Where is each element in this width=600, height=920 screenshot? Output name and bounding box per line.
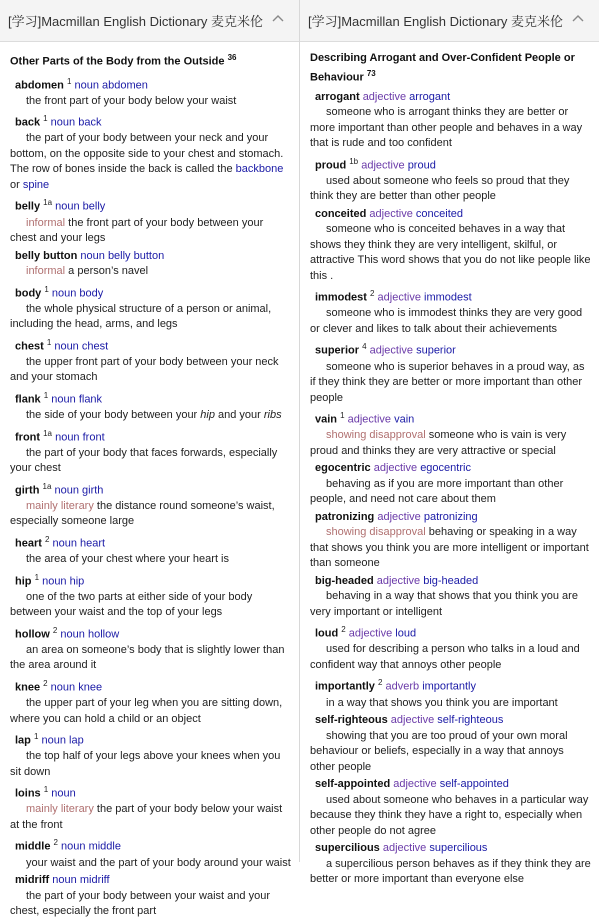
sense-number: 1 — [43, 114, 48, 124]
headword: back — [15, 116, 41, 129]
headword-line — [10, 729, 291, 749]
dictionary-header[interactable] — [300, 0, 599, 42]
definition — [10, 94, 291, 110]
entry-link[interactable]: middle — [88, 841, 121, 853]
part-of-speech: noun — [55, 431, 80, 444]
part-of-speech: adjective — [376, 574, 421, 587]
definition — [310, 477, 591, 508]
definition — [310, 306, 591, 337]
section-title: Describing Arrogant and Over-Confident People or Behaviour $^{73}$ — [310, 52, 575, 84]
definition-text: someone who is conceited behaves in a way that shows they think they are very intelligent, skilful, or attractive This word shows that you do not like people like this . — [310, 223, 591, 282]
entry-link[interactable]: back — [78, 116, 102, 129]
headword: front — [15, 431, 41, 444]
definition — [10, 696, 291, 727]
headword-line — [310, 777, 591, 793]
headword-line — [10, 479, 291, 499]
headword: hollow — [15, 628, 50, 641]
part-of-speech: adjective — [373, 462, 418, 475]
entry — [10, 249, 291, 280]
entry — [310, 574, 591, 621]
headword-line — [10, 335, 291, 355]
definition-text: the upper front part of your body between your neck and your stomach — [10, 355, 279, 384]
definition — [310, 696, 591, 712]
part-of-speech: noun — [42, 575, 67, 588]
sense-number: 1 — [34, 572, 40, 582]
definition — [10, 131, 291, 193]
definition-text: your waist and the part of your body around your waist — [26, 856, 291, 869]
entry — [310, 841, 591, 888]
headword-line — [310, 408, 591, 428]
entry — [310, 154, 591, 205]
entry-link[interactable]: belly — [82, 201, 106, 214]
headword-line — [310, 154, 591, 174]
entry-link[interactable]: flank — [78, 393, 103, 406]
part-of-speech: adjective — [369, 345, 414, 358]
definition — [10, 302, 291, 333]
headword: heart — [15, 537, 42, 550]
sense-number: 1 — [43, 390, 49, 400]
headword: chest — [15, 340, 44, 353]
headword-line — [310, 286, 591, 306]
headword: body — [15, 287, 42, 300]
headword: superior — [315, 345, 360, 358]
entry — [310, 777, 591, 839]
sense-number: 1a — [43, 428, 53, 438]
sense-number: 2 — [43, 678, 48, 688]
part-of-speech: noun — [74, 79, 99, 92]
part-of-speech: noun — [51, 393, 76, 406]
part-of-speech: noun — [80, 249, 105, 262]
entry-link[interactable]: egocentric — [420, 462, 471, 475]
entry — [10, 335, 291, 386]
part-of-speech: adverb — [385, 681, 420, 694]
entry — [10, 729, 291, 780]
register-label: showing disapproval — [326, 526, 426, 539]
definition — [10, 264, 291, 280]
definition — [310, 105, 591, 152]
headword: hip — [15, 575, 32, 588]
sense-number: 2 — [341, 625, 346, 635]
chevron-up-icon[interactable] — [571, 12, 585, 26]
entry-link[interactable]: belly button — [107, 249, 165, 262]
headword-line — [10, 782, 291, 802]
definition — [10, 802, 291, 833]
definition — [310, 174, 591, 205]
definition — [310, 360, 591, 407]
definition — [310, 428, 591, 459]
definition-text: used for describing a person who talks in a loud and confident way that annoys other people — [310, 643, 580, 671]
entry — [10, 74, 291, 110]
left-pane — [0, 0, 300, 917]
headword-line — [310, 675, 591, 695]
entry-link[interactable]: heart — [80, 537, 106, 550]
sense-number: 4 — [362, 342, 367, 352]
part-of-speech: noun — [50, 681, 76, 694]
entry — [310, 510, 591, 572]
headword-line — [10, 623, 291, 643]
definition-text: the part of your body between your neck and your bottom, on the opposite side to your chest and stomach. The row of bones inside the back is called the — [10, 132, 284, 176]
headword: belly — [15, 201, 41, 214]
headword: flank — [15, 393, 41, 406]
entry — [310, 622, 591, 673]
part-of-speech: adjective — [362, 90, 407, 103]
entry-link[interactable]: arrogant — [409, 90, 451, 103]
entry — [10, 111, 291, 193]
dictionary-title: [学习]Macmillan English Dictionary 麦克米伦 — [308, 14, 564, 29]
definition-text: the part of your body between your waist and your chest, especially the front part — [10, 889, 270, 917]
definition — [10, 355, 291, 386]
entry-link[interactable]: self-righteous — [437, 714, 504, 727]
definition-text: someone who is vain is very proud and thinks they are very attractive or special — [310, 429, 567, 457]
definition-text: showing that you are too proud of your own moral behaviour or beliefs, especially in a way that annoys other people — [310, 729, 568, 773]
headword-line — [310, 461, 591, 477]
register-label: informal — [26, 265, 66, 278]
definition-text: in a way that shows you think you are important — [326, 696, 558, 709]
register-label: mainly literary — [26, 803, 94, 816]
entry — [310, 286, 591, 337]
part-of-speech: noun — [61, 841, 86, 853]
headword-line — [10, 835, 291, 855]
definition — [310, 642, 591, 673]
headword: belly button — [15, 249, 78, 262]
headword-line — [10, 873, 291, 889]
headword-line — [310, 713, 591, 729]
part-of-speech: noun — [50, 116, 76, 129]
right-pane — [300, 0, 599, 886]
part-of-speech: noun — [54, 340, 79, 353]
part-of-speech: adjective — [393, 778, 437, 791]
headword-line — [10, 388, 291, 408]
sense-number: 1a — [42, 481, 52, 491]
dictionary-header[interactable] — [0, 0, 299, 42]
definition — [10, 552, 291, 568]
sense-number: 1b — [349, 156, 359, 166]
headword: supercilious — [315, 842, 380, 855]
part-of-speech: adjective — [347, 413, 392, 426]
part-of-speech: noun — [51, 787, 76, 800]
entry-link[interactable]: immodest — [424, 291, 472, 304]
entry — [310, 90, 591, 152]
definition-text: the upper part of your leg when you are sitting down, where you can hold a child or an object — [10, 697, 283, 725]
sense-number: 1 — [66, 76, 72, 86]
headword: loud — [315, 627, 339, 640]
headword: immodest — [315, 291, 367, 304]
definition-text: or — [10, 178, 23, 191]
definition-text: an area on someone’s body that is slightly lower than the area around it — [10, 643, 285, 672]
definition — [10, 590, 291, 621]
headword-line — [310, 207, 591, 223]
headword-line — [10, 249, 291, 265]
chevron-up-icon[interactable] — [271, 12, 285, 26]
entry-link[interactable]: midriff — [79, 874, 110, 886]
entry — [310, 408, 591, 459]
entry — [10, 835, 291, 871]
definition-text: the front part of your body between your chest and your legs — [10, 216, 264, 245]
definition — [10, 889, 291, 920]
entry — [10, 479, 291, 530]
entry — [310, 713, 591, 775]
headword-line — [10, 111, 291, 131]
definition-text: someone who is arrogant thinks they are better or more important than other people and behaves in a way that is rude and too confident — [310, 106, 583, 150]
headword-line — [10, 282, 291, 302]
headword: midriff — [15, 874, 50, 886]
headword: girth — [15, 484, 40, 497]
entry-link[interactable]: hip — [69, 575, 85, 588]
sense-number: 2 — [370, 289, 375, 299]
headword: patronizing — [315, 510, 375, 523]
definition-text: the top half of your legs above your knees when you sit down — [10, 750, 281, 778]
register-label: mainly literary — [26, 499, 94, 512]
entry — [10, 388, 291, 424]
part-of-speech: noun — [51, 287, 77, 300]
headword-line — [310, 622, 591, 642]
entry — [10, 195, 291, 246]
entry-link[interactable]: proud — [407, 159, 436, 172]
definition-text: the side of your body between your — [26, 409, 201, 422]
sense-number: 2 — [52, 625, 58, 635]
headword-line — [10, 532, 291, 552]
register-label: informal — [26, 216, 66, 229]
sense-number: 1 — [43, 785, 49, 795]
sense-number: 1a — [43, 198, 53, 208]
sense-number: 1 — [44, 284, 49, 294]
entry-link[interactable]: vain — [394, 413, 415, 426]
definition-text: used about someone who behaves in a particular way because they think they have a right to, especially when other people do not agree — [310, 793, 589, 837]
entry-link[interactable]: knee — [78, 681, 103, 694]
definition — [310, 525, 591, 572]
definition-text: behaving or speaking in a way that shows you think you are more intelligent or important than someone — [310, 526, 589, 570]
headword-line — [10, 676, 291, 696]
entry-link[interactable]: big-headed — [423, 574, 479, 587]
part-of-speech: adjective — [348, 627, 393, 640]
headword-line — [310, 574, 591, 590]
sense-number: 1 — [33, 732, 39, 742]
definition — [310, 793, 591, 840]
definition — [310, 857, 591, 888]
entry-list — [300, 42, 599, 888]
headword: arrogant — [315, 90, 360, 103]
definition-text: the part of your body that faces forwards, especially your chest — [10, 446, 278, 475]
entry-link[interactable]: loud — [395, 627, 417, 640]
part-of-speech: noun — [52, 537, 77, 550]
definition-link[interactable]: spine — [22, 178, 50, 191]
part-of-speech: noun — [41, 734, 66, 747]
definition-text: a supercilious person behaves as if they think they are better or more important than everyone else — [310, 857, 591, 886]
headword: proud — [315, 159, 347, 172]
definition-text: a person’s navel — [65, 265, 149, 278]
entry-link[interactable]: conceited — [415, 207, 463, 220]
sense-number: 2 — [44, 534, 50, 544]
definition-text: the distance round someone’s waist, especially someone large — [10, 499, 275, 528]
part-of-speech: adjective — [369, 207, 413, 220]
entry-link[interactable]: patronizing — [423, 510, 478, 523]
entry — [310, 461, 591, 508]
definition — [10, 643, 291, 674]
entry-link[interactable]: abdomen — [102, 79, 148, 92]
definition-text: the area of your chest where your heart is — [26, 553, 229, 566]
headword: vain — [315, 413, 338, 426]
entry-link[interactable]: girth — [82, 484, 104, 497]
sense-number: 1 — [340, 411, 345, 421]
part-of-speech: noun — [55, 201, 80, 214]
headword-line — [310, 841, 591, 857]
entry — [10, 873, 291, 920]
definition-text: used about someone who feels so proud that they think they are better than other people — [310, 174, 570, 203]
part-of-speech: adjective — [390, 714, 435, 727]
headword: importantly — [315, 681, 375, 694]
definition-link[interactable]: backbone — [235, 163, 284, 176]
entry-link[interactable]: supercilious — [429, 842, 488, 855]
entry — [10, 282, 291, 333]
definition — [10, 408, 291, 424]
part-of-speech: noun — [52, 874, 77, 886]
definition — [10, 856, 291, 872]
headword: lap — [15, 734, 31, 747]
definition-text: one of the two parts at either side of your body between your waist and the top of your legs — [10, 590, 253, 619]
definition — [10, 216, 291, 247]
headword: conceited — [315, 207, 367, 220]
definition — [310, 589, 591, 620]
entry-link[interactable]: hollow — [87, 628, 120, 641]
headword: self-appointed — [315, 778, 391, 791]
section-title: Other Parts of the Body from the Outside $^{36}$ — [10, 53, 237, 68]
entry — [10, 426, 291, 477]
entry — [10, 532, 291, 568]
entry-link[interactable]: self-appointed — [439, 778, 509, 791]
dictionary-title: [学习]Macmillan English Dictionary 麦克米伦 — [8, 14, 264, 29]
definition-text: someone who is superior behaves in a proud way, as if they think they are better or more important than other people — [310, 360, 585, 404]
definition-text: someone who is immodest thinks they are very good or clever and likes to talk about their achievements — [310, 307, 583, 335]
part-of-speech: noun — [54, 484, 79, 497]
definition-text: behaving in a way that shows that you think you are very important or intelligent — [310, 590, 578, 618]
entry-link[interactable]: front — [82, 431, 105, 444]
entry — [310, 339, 591, 406]
headword-line — [10, 195, 291, 215]
headword: egocentric — [315, 462, 371, 475]
sense-number: 1 — [46, 337, 52, 347]
headword-line — [10, 74, 291, 94]
entry-list — [0, 42, 299, 920]
part-of-speech: adjective — [377, 510, 421, 523]
entry-link[interactable]: lap — [69, 734, 84, 747]
part-of-speech: adjective — [377, 291, 421, 304]
definition-text: the part of your body below your waist at the front — [10, 803, 283, 831]
part-of-speech: noun — [60, 628, 85, 641]
definition-text: and your — [214, 409, 264, 422]
definition — [310, 729, 591, 776]
headword-line — [310, 510, 591, 526]
headword-line — [310, 339, 591, 359]
register-label: showing disapproval — [326, 429, 426, 442]
part-of-speech: adjective — [361, 159, 405, 172]
headword: self-righteous — [315, 714, 388, 727]
entry-link[interactable]: importantly — [422, 681, 476, 694]
entry — [10, 782, 291, 833]
entry — [310, 207, 591, 285]
definition-italic: hip — [200, 409, 215, 422]
definition-text: the whole physical structure of a person or animal, including the head, arms, and legs — [10, 302, 272, 331]
headword: knee — [15, 681, 41, 694]
part-of-speech: adjective — [382, 842, 427, 855]
definition — [310, 222, 591, 284]
entry — [310, 675, 591, 711]
entry-link[interactable]: chest — [81, 340, 109, 353]
headword-line — [10, 570, 291, 590]
definition — [10, 446, 291, 477]
definition-text: the front part of your body below your waist — [26, 94, 237, 107]
entry-link[interactable]: body — [79, 287, 104, 300]
headword: big-headed — [315, 574, 374, 587]
definition — [10, 499, 291, 530]
entry — [10, 570, 291, 621]
definition — [10, 749, 291, 780]
headword-line — [310, 90, 591, 106]
headword: middle — [15, 841, 51, 853]
sense-number: 2 — [53, 838, 58, 848]
sense-number: 2 — [377, 678, 383, 688]
definition-text: behaving as if you are more important than other people, and need not care about them — [310, 477, 564, 506]
headword: loins — [15, 787, 41, 800]
entry-link[interactable]: superior — [416, 345, 456, 358]
entry — [10, 676, 291, 727]
entry — [10, 623, 291, 674]
headword: abdomen — [15, 79, 64, 92]
headword-line — [10, 426, 291, 446]
definition-italic: ribs — [263, 409, 282, 422]
